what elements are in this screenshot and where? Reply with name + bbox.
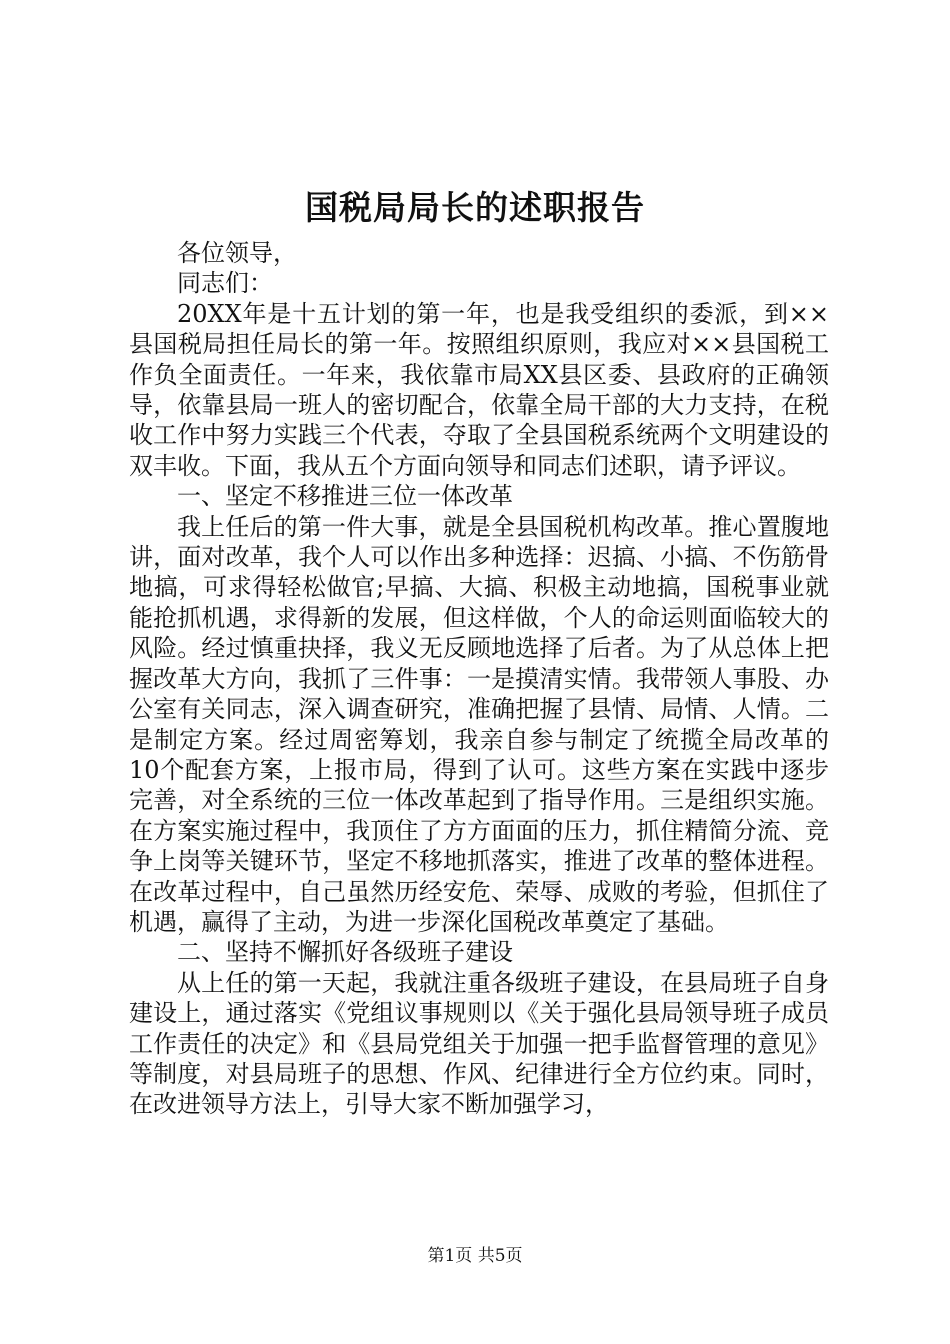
page-number-footer: 第1页 共5页: [427, 1246, 523, 1266]
salutation-comrades: 同志们：: [177, 269, 273, 298]
document-body: [129, 238, 829, 1120]
paragraph-reform: 我上任后的第一件大事，就是全县国税机构改革。推心置腹地讲，面对改革，我个人可以作出多种选择：迟搞、小搞、不伤筋骨地搞，可求得轻松做官;早搞、大搞、积极主动地搞，国税事业就能抢抓机遇，求得新的发展，但这样做，个人的命运则面临较大的风险。经过慎重抉择，我义无反顾地选择了后者。为了从总体上把握改革大方向，我抓了三件事：一是摸清实情。我带领人事股、办公室有关同志，深入调查研究，准确把握了县情、局情、人情。二是制定方案。经过周密筹划，我亲自参与制定了统揽全局改革的10个配套方案，上报市局，得到了认可。这些方案在实践中逐步完善，对全系统的三位一体改革起到了指导作用。三是组织实施。在方案实施过程中，我顶住了方方面面的压力，抓住精简分流、竞争上岗等关键环节，坚定不移地抓落实，推进了改革的整体进程。在改革过程中，自己虽然历经安危、荣辱、成败的考验，但抓住了机遇，赢得了主动，为进一步深化国税改革奠定了基础。: [129, 512, 829, 936]
section-heading-1: 一、坚定不移推进三位一体改革: [177, 482, 513, 511]
salutation-leaders: 各位领导，: [177, 239, 297, 267]
document-title: 国税局局长的述职报告: [305, 188, 645, 227]
paragraph-intro: 20XX年是十五计划的第一年，也是我受组织的委派，到××县国税局担任局长的第一年。按照组织原则，我应对××县国税工作负全面责任。一年来，我依靠市局XX县区委、县政府的正确领导，依靠县局一班人的密切配合，依靠全局干部的大力支持，在税收工作中努力实践三个代表，夺取了全县国税系统两个文明建设的双丰收。下面，我从五个方面向领导和同志们述职，请予评议。: [129, 299, 829, 480]
paragraph-leadership: 从上任的第一天起，我就注重各级班子建设，在县局班子自身建设上，通过落实《党组议事规则以《关于强化县局领导班子成员工作责任的决定》和《县局党组关于加强一把手监督管理的意见》等制度，对县局班子的思想、作风、纪律进行全方位约束。同时，在改进领导方法上，引导大家不断加强学习，: [129, 968, 829, 1119]
section-heading-2: 二、坚持不懈抓好各级班子建设: [177, 938, 513, 967]
